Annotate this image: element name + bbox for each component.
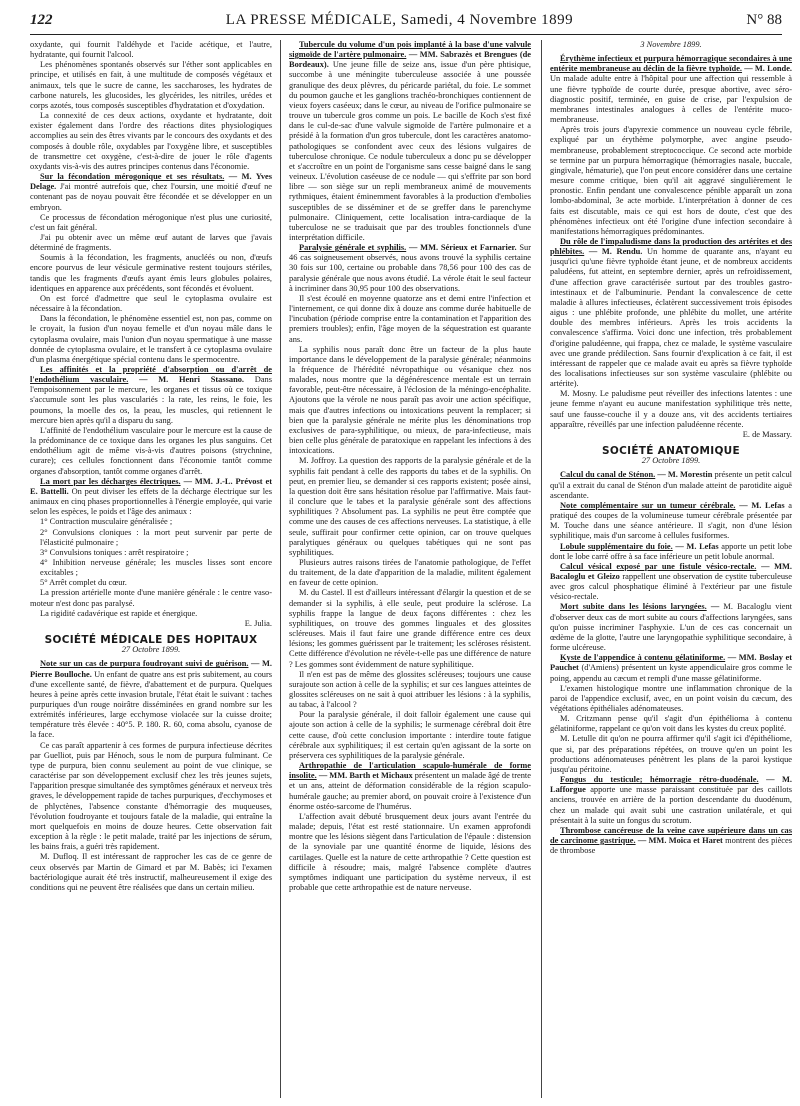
paragraph: On est forcé d'admettre que seul le cytoplasma ovulaire est nécessaire à la fécondation. — [30, 293, 272, 314]
paragraph: Il s'est écoulé en moyenne quatorze ans et demi entre l'infection et l'internement, ce qui donne dix à douze ans comme durée habituelle de l'incubation (période comprise entre la contamination et l'apparition des premiers troubles); enfin, l'âge moyen de la séquestration est quarante ans. — [289, 293, 531, 344]
phase-list — [30, 517, 272, 588]
article-text: présente un petit calcul qu'il a extrait du canal de Sténon d'un malade atteint de parotidite aiguë ascendante. — [550, 470, 792, 500]
article-entry — [30, 365, 272, 426]
article-text: Dans l'empoisonnement par le mercure, les organes et tissus où ce toxique s'accumule sont les plus vasculariés : la rate, les reins, le foie, les poumons, la moelle des os, la peau, les muscles, qui retiennent le mercure bien après qu'il a disparu du sang. — [30, 375, 272, 425]
article-author: — M. Yves Delage. — [30, 172, 272, 192]
paragraph: M. Critzmann pense qu'il s'agit d'un épithélioma à contenu gélatiniforme, rappelant ce qu'on voit dans les kystes du creux poplité. — [550, 714, 792, 734]
article-entry — [289, 40, 531, 243]
article-text: M. Bacaloglu vient d'observer deux cas de mort subite au cours d'affections laryngées, sans qu'on puisse incriminer l'asphyxie. L'un de ces cas concernait un œdème de la glotte, l'autre une laryngopathie syphilitique secondaire, à forme ulcéreuse. — [550, 602, 792, 653]
article-author: — M. Lafforgue — [550, 775, 792, 795]
paragraph: Dans la fécondation, le phénomène essentiel est, non pas, comme on le croyait, la fusion d'un noyau femelle et d'un noyau mâle dans le cytoplasma ovulaire, mais l'union d'un noyau spermatique à une masse donnée de cytoplasma ovulaire, et le transfert à ce cytoplasma ovulaire d'un plasma énergétique spécial contenu dans le spermocentre. — [30, 314, 272, 364]
article-entry — [30, 172, 272, 213]
article-author: — M. Morestin — [657, 470, 713, 480]
article-author: — MM. Bacaloglu et Gleizo — [550, 561, 792, 581]
header-rule — [30, 34, 782, 35]
list-item: 2° Convulsions cloniques : la mort peut survenir par perte de l'élasticité pulmonaire ; — [40, 527, 272, 547]
article-heading: Arthropathie de l'articulation scapulo-humérale de forme insolite. — [289, 761, 531, 781]
paragraph: Il n'en est pas de même des glossites scléreuses; toujours une cause surajoute son action à celle de la syphilis; et sur ces langues atteintes de glossites scléreuses on ne sait à quoi attribuer les lésions : à la syphilis, au tabac, à l'alcool ? — [289, 669, 531, 710]
article-author: — M. Pierre Boulloche. — [30, 659, 272, 679]
article-heading: La mort par les décharges électriques. — [40, 476, 181, 486]
page-header — [30, 12, 782, 34]
signature: E. de Massary. — [742, 429, 792, 439]
article-heading: Note sur un cas de purpura foudroyant suivi de guérison. — [40, 659, 249, 669]
article-author: — M. Lefas — [675, 541, 719, 551]
article-text: On peut diviser les effets de la décharge électrique sur les animaux en cinq phases proportionnelles à l'énergie employée, qui varie selon les espèces, le poids et l'âge des animaux : — [30, 486, 272, 517]
journal-title: LA PRESSE MÉDICALE, Samedi, 4 Novembre 1899 — [225, 12, 574, 28]
column-divider — [280, 40, 281, 1098]
signature: E. Julia. — [244, 618, 272, 628]
page-number: 122 — [30, 12, 53, 28]
paragraph: La rigidité cadavérique est rapide et énergique. — [40, 608, 198, 618]
article-heading: Lobule supplémentaire du foie. — [560, 541, 673, 551]
list-item: 4° Inhibition nerveuse générale; les muscles lisses sont encore excitables ; — [40, 557, 272, 578]
paragraph: Ce processus de fécondation mérogonique n'est plus une curiosité, c'est un fait général. — [30, 212, 272, 232]
article-entry — [30, 659, 272, 740]
article-text: montrent des pièces de thrombose — [550, 836, 792, 856]
article-text: Un homme de quarante ans, n'ayant eu jusqu'ici qu'une fièvre typhoïde étant jeune, et de nombreux accidents paludéens, fut atteint, en septembre dernier, après un refroidissement, d'une affection grave caractérisée surtout par des troubles gastro-intestinaux et de l'albuminurie. Pendant la convalescence de cette maladie à allures infectieuses, éclatèrent successivement trois épisodes aigus : une phlébite profonde, une phlébite du mollet, une artérite double des membres inférieurs. Après les trois accidents la convalescence s'affirma. Voici donc une infection, très probablement d'origine paludéenne, qui frappa, chez ce malade, le système vasculaire avec une grande prédilection. Sans fournir d'explication à ce fait, il est intéressant de rappeler que ce malade avait eu après sa fièvre typhoïde des localisations infectieuses sur son système vasculaire (phlébite ou artérite). — [550, 247, 792, 389]
paragraph: La syphilis nous paraît donc être un facteur de la plus haute importance dans le développement de la paralysie générale; néanmoins la fréquence de l'hérédité névropathique ou vésanique chez nos malades, nous montre que la dégénérescence mentale est un terrain favorable, peut-être nécessaire, à l'éclosion de la méningo-encéphalite. Ajoutons que la vérole ne nous paraît pas avoir une action spécifique, mais que d'autres infections ou intoxications peuvent la remplacer; si bien que la paralysie générale ne mérite plus les dénominations trop exclusives de para-syphilitique, ou mieux, de para-infectieuse, mais bien celle plus générale de paratoxique en rappelant les infections à des intoxications. — [289, 344, 531, 456]
article-text: rappellent une observation de cystite tuberculeuse avec gros calcul phosphatique éliminé à l'extérieur par une fistule vésico-rectale. — [550, 571, 792, 602]
article-text: Un malade adulte entre à l'hôpital pour une affection qui ressemble à une fièvre typhoïde de courte durée, presque abortive, avec séro-diagnostic positif, terminée, en guise de crise, par l'expulsion de membranes intestinales analogues à celles de l'entérite muco-membraneuse. — [550, 74, 792, 125]
article-heading: Érythème infectieux et purpura hémorragique secondaires à une entérite membraneuse au déclin de la fièvre typhoïde. — [550, 54, 792, 74]
article-entry — [550, 54, 792, 125]
paragraph: oxydante, qui fournit l'aldéhyde et l'acide acétique, et l'autre, hydratante, qui fournit l'alcool. — [30, 40, 272, 60]
paragraph: M. Mosny. Le paludisme peut réveiller des infections latentes : une jeune femme n'ayant eu aucune manifestation syphilitique très nette, sauf une fausse-couche il y a douze ans, vit des accidents tertiaires apparaître, réveillés par une infection paludéenne récente. — [550, 389, 792, 429]
article-author: — MM. Sabrazès et Brengues (de Bordeaux). — [289, 50, 531, 70]
article-heading: Paralysie générale et syphilis. — [299, 243, 407, 253]
article-text: apporte un petit lobe dont le lobe carré offre à sa face inférieure un petit lobule anormal. — [550, 541, 792, 561]
article-author: — MM. Boslay et Pauchet — [550, 653, 792, 673]
section-date: 27 Octobre 1899. — [121, 645, 181, 655]
paragraph: M. Letulle dit qu'on ne pourra affirmer qu'il s'agit ici d'épithéliome, que si, par des préparations répétées, on trouve qu'en un point les productions adénomateuses pénètrent les plans de la paroi kystique jusqu'au péritoine. — [550, 734, 792, 774]
article-entry — [550, 653, 792, 683]
article-entry — [289, 243, 531, 294]
paragraph: Ce cas paraît appartenir à ces formes de purpura infectieuse décrites par Guelliot, puis par Hénoch, sous le nom de purpura fulminant. Ce type de purpura, bien connu seulement au point de vue clinique, se caractérise par son développement exclusif chez les très jeunes sujets, l'apparition presque simultanée des symptômes généraux et nerveux très graves, le développement rapide de taches purpuriques, d'ecchymoses et de phlyctènes, l'absence constante d'hémorragie des muqueuses, l'évolution foudroyante et toujours fatale de la maladie, qui entraîne la mort quelquefois en moins de douze heures. Cette observation fait exception à la règle : le petit malade, traité par les injections de sérum, les bains frais, a guéri très rapidement. — [30, 740, 272, 852]
article-heading: Kyste de l'appendice à contenu gélatiniforme. — [560, 653, 726, 663]
paragraph: M. Dufloq. Il est intéressant de rapprocher les cas de ce genre de ceux observés par Martin de Gimard et par M. Babès; ici l'examen bactériologique aurait été très instructif, malheureusement il exige des conditions qui ne peuvent être réalisées que dans un certain milieu. — [30, 852, 272, 892]
article-heading: Thrombose cancéreuse de la veine cave supérieure dans un cas de carcinome gastrique. — [550, 825, 792, 846]
list-item: 1° Contraction musculaire généralisée ; — [40, 517, 173, 527]
column-3 — [550, 40, 792, 1098]
article-heading: Du rôle de l'impaludisme dans la production des artérites et des phlébites. — [550, 236, 792, 257]
paragraph: L'affection avait débuté brusquement deux jours avant l'entrée du malade; depuis, l'état est resté stationnaire. Un examen approfondi montre que les lésions siègent dans l'articulation de l'épaule : distension de la synoviale par une quantité énorme de liquide, lésions des cartilages. Quelle est la nature de cette arthropathie ? Cette question est difficile à résoudre; mais, malgré l'absence complète d'autres symptômes indiquant une participation du système nerveux, il est probable que cette arthropathie est de nature nerveuse. — [289, 811, 531, 892]
article-author: — MM. Moica et Haret — [637, 836, 723, 846]
article-entry — [550, 562, 792, 603]
article-author: — M. Rendu. — [588, 247, 643, 257]
paragraph: L'affinité de l'endothélium vasculaire pour le mercure est la cause de la prédominance de ce toxique dans les organes les plus sanguins. Cet endothélium agit de même vis-à-vis d'autres poisons (strychnine, curare); ces cellules fonctionnent dans l'économie tantôt comme organes d'absorption, tantôt comme organes d'arrêt. — [30, 425, 272, 476]
list-item: 3° Convulsions toniques : arrêt respiratoire ; — [40, 547, 189, 557]
article-heading: Tubercule du volume d'un pois implanté à la base d'une valvule sigmoïde de l'artère pulmonaire. — [289, 40, 531, 60]
article-author: — M. Henri Stassano. — [139, 375, 245, 385]
article-text: Sur 46 cas soigneusement observés, nous avons trouvé la syphilis certaine 30 fois sur 100, certaine ou probable dans 78,56 pour 100 des cas de paralysie générale que nous avons étudié. La vérole était le seul facteur à incriminer dans 30,95 pour 100 des observations. — [289, 243, 531, 293]
article-entry — [550, 542, 792, 562]
article-text: apporte une masse paraissant constituée par des caillots anciens, trouvée en arrière de la portion descendante du duodénum, chez un malade qui avait subi une castration unilatérale, et qui présentait à la suite un fongus du scrotum. — [550, 785, 792, 825]
paragraph: Après trois jours d'apyrexie commence un nouveau cycle fébrile, expliqué par un érythème polymorphe, avec angine pseudo-membraneuse, probablement streptococcique. Ce second acte morbide se termine par un purpura hémorragique (hémorragies nasale, buccale, gingivale, hématurie), que l'on peut encore considérer dans une certaine mesure comme critique, bien qu'il ait aggravé singulièrement le pronostic. Enfin pendant une convalescence pénible apparaît un zona lombo-abdominal, 3e acte morbide. L'interprétation à donner de ces faits est discutable, mais ce qui est hors de doute, c'est que des phénomènes infectieux ont été l'origine d'une infection secondaire à manifestations hémorragiques prédominantes. — [550, 125, 792, 236]
article-entry — [550, 602, 792, 653]
paragraph: L'examen histologique montre une inflammation chronique de la paroi de l'appendice exclusif, avec, en un point voisin du cæcum, des végétations épithéliales adénomateuses. — [550, 683, 792, 713]
paragraph: Plusieurs autres raisons tirées de l'anatomie pathologique, de l'effet du traitement, de la date d'apparition de la maladie, militent également en faveur de cette opinion. — [289, 557, 531, 588]
issue-number: N° 88 — [746, 12, 782, 28]
article-entry — [550, 775, 792, 826]
list-item: 5° Arrêt complet du cœur. — [40, 578, 127, 588]
article-text: J'ai montré autrefois que, chez l'oursin, une moitié d'œuf ne contenant pas de noyau pouvait être fécondée et se développer en un embryon. — [30, 182, 272, 212]
article-text: (d'Amiens) présentent un kyste appendiculaire gros comme le poing, appendu au cæcum et rempli d'une masse gélatiniforme. — [550, 663, 792, 683]
paragraph: Les phénomènes spontanés observés sur l'éther sont applicables en principe, et utilisés en fait, à une multitude de composés végétaux et animaux, tels que le sucre de canne, les saccharoses, les hydrates de carbone naturels, les glucosides, les glycérides, les nitriles, urédes et corps azotés, tous composés susceptibles d'hydratation et d'oxydation. — [30, 60, 272, 110]
article-text: Un enfant de quatre ans est pris subitement, au cours d'une excellente santé, de fièvre, d'abattement et de purpura. Quelques heures à peine après cette invasion brutale, l'état était le suivant : taches purpuriques d'un rouge noirâtre disséminées en grand nombre sur les extrémités inférieures, large ecchymose violacée sur la cuisse droite; température très élevée : 40°5. P. 180. R. 60, coma absolu, cyanose de la face. — [30, 669, 272, 740]
paragraph: La pression artérielle monte d'une manière générale : le centre vaso-moteur n'est donc pas paralysé. — [30, 588, 272, 608]
article-heading: Mort subite dans les lésions laryngées. — [560, 602, 707, 612]
article-entry — [550, 826, 792, 856]
section-date: 27 Octobre 1899. — [641, 456, 701, 466]
article-heading: Note complémentaire sur un tumeur cérébrale. — [560, 500, 736, 510]
paragraph: Pour la paralysie générale, il doit falloir également une cause qui ajoute son action à celle de la syphilis; le surmenage cérébral doit être cette cause, d'où cette conclusion importante : interdire toute fatigue cérébrale aux syphilitiques; il est certain qu'en agissant de la sorte on préservera ces syphilitiques de la paralysie générale. — [289, 710, 531, 760]
article-entry — [550, 501, 792, 542]
article-author: — MM. Sérieux et Farnarier. — [409, 243, 517, 253]
article-entry — [289, 761, 531, 812]
article-entry — [550, 470, 792, 500]
article-text: présentent un malade âgé de trente et un ans, atteint de déformation considérable de la région scapulo-humérale gauche; au premier abord, on pouvait croire à l'existence d'un énorme ostéo-sarcome de l'humérus. — [289, 771, 531, 811]
column-divider — [541, 40, 542, 1098]
article-heading: Les affinités et la propriété d'absorption ou d'arrêt de l'endothélium vasculaire. — [30, 365, 272, 385]
article-heading: Fongus du testicule; hémorragie rétro-duodénale. — [560, 775, 759, 785]
paragraph: M. du Castel. Il est d'ailleurs intéressant d'élargir la question et de se demander si la syphilis, à elle seule, peut produire la sclérose. La syphilis frappe la langue de deux façons différentes : chez les syphilitiques, on trouve des gommes linguales et des glossites scléreuses. Mais il faut faire une grande différence entre ces deux lésions; les gommes guérissent par le traitement; les scléroses résistent. Cette différence d'évolution ne révèle-t-elle pas une différence de nature ? Les gommes sont évidemment de nature syphilitique. — [289, 588, 531, 669]
paragraph: La connexité de ces deux actions, oxydante et hydratante, doit exister également dans l'ordre des réactions dites physiologiques accomplies au sein des êtres vivants par le concours des oxydants et des composés à double rôle, oxydables par l'oxygène libre, et susceptibles de transmettre cet oxygène, c'est-à-dire de jouer le rôle d'agents oxydants vis-à-vis des autres principes contenus dans l'économie. — [30, 111, 272, 171]
article-text: Une jeune fille de seize ans, issue d'un père phtisique, succombe à une méningite tuberculeuse associée à une poussée granulique des deux plèvres, du péricarde pariétal, du foie. Le sommet du poumon gauche et les ganglions trachéo-bronchiques contiennent de vieux foyers caséeux; dans le cœur, au niveau de l'orifice pulmonaire se trouve un tubercule gros comme un pois. Le bacille de Koch s'est fixé dans le cul-de-sac d'une valvule sigmoïde de l'artère pulmonaire et a présidé à la formation d'un gros tubercule, dont les caractères anatomo-pathologiques se confondent avec ceux des lésions vulgaires de tuberculose chronique. Ce nodule tuberculeux a donc pu se développer et s'accroître en un point de l'organisme sans cesse baigné dans le sang veineux. L'évolution caséeuse de ce nodule — qui s'effrite par son bord libre — son siège sur un repli membraneux animé de mouvements rythmiques, étaient éminemment favorables à la production d'embolies susceptibles de se disséminer et de se greffer dans le parenchyme pulmonaire. Cliniquement, cette localisation intra-cardiaque de la tuberculose ne se traduisait que par des troubles fonctionnels d'une interprétation difficile. — [289, 60, 531, 242]
article-author: — — [710, 602, 720, 612]
paragraph: M. Joffroy. La question des rapports de la paralysie générale et de la syphilis fait pendant à celle des rapports du tabes et de la syphilis. On peut, en premier lieu, se demander si ces rapports existent; posée ainsi, la question doit être sans hésitation résolue par l'affirmative. Mais faut-il conclure que le tabes et la paralysie générale sont des affections syphilitiques ? Absolument pas. La syphilis ne peut être comptée que comme une des causes de ces affections nerveuses. La statistique, à elle seule, suffirait pour confirmer cette opinion, car on trouve quelques paralytiques généraux ou quelques tabétiques qui ne sont pas syphilitiques. — [289, 456, 531, 557]
column-2 — [289, 40, 531, 1098]
article-entry — [550, 237, 792, 389]
article-author: — M. Londe. — [744, 64, 792, 74]
section-title: SOCIÉTÉ ANATOMIQUE — [602, 445, 740, 458]
article-entry — [30, 477, 272, 518]
article-author: — M. Lefas — [739, 500, 785, 510]
article-author: — MM. J.-L. Prévost et E. Battelli. — [30, 476, 272, 496]
column-1 — [30, 40, 272, 1098]
article-heading: Calcul vésical exposé par une fistule vésico-rectale. — [560, 561, 757, 571]
article-heading: Calcul du canal de Sténon. — [560, 470, 656, 480]
paragraph: Soumis à la fécondation, les fragments, anucléés ou non, d'œufs encore pourvus de leur vésicule germinative restent toujours stériles, tandis que les fragments d'œufs ayant émis leurs globules polaires, identiques en apparence aux précédents, sont fécondés et évoluent. — [30, 253, 272, 293]
article-heading: Sur la fécondation mérogonique et ses résultats. — [40, 172, 225, 182]
section-date: 3 Novembre 1899. — [640, 40, 702, 49]
article-text: a pratiqué des coupes de la volumineuse tumeur cérébrale présentée par M. Touche dans une séance antérieure. Il s'agit, non d'une lésion syphilitique, mais d'un sarcome à cellules fusiformes. — [550, 500, 792, 541]
article-author: — MM. Barth et Michaux — [318, 771, 413, 781]
paragraph: J'ai pu obtenir avec un même œuf autant de larves que j'avais déterminé de fragments. — [30, 232, 272, 253]
section-title: SOCIÉTÉ MÉDICALE DES HOPITAUX — [44, 634, 258, 647]
